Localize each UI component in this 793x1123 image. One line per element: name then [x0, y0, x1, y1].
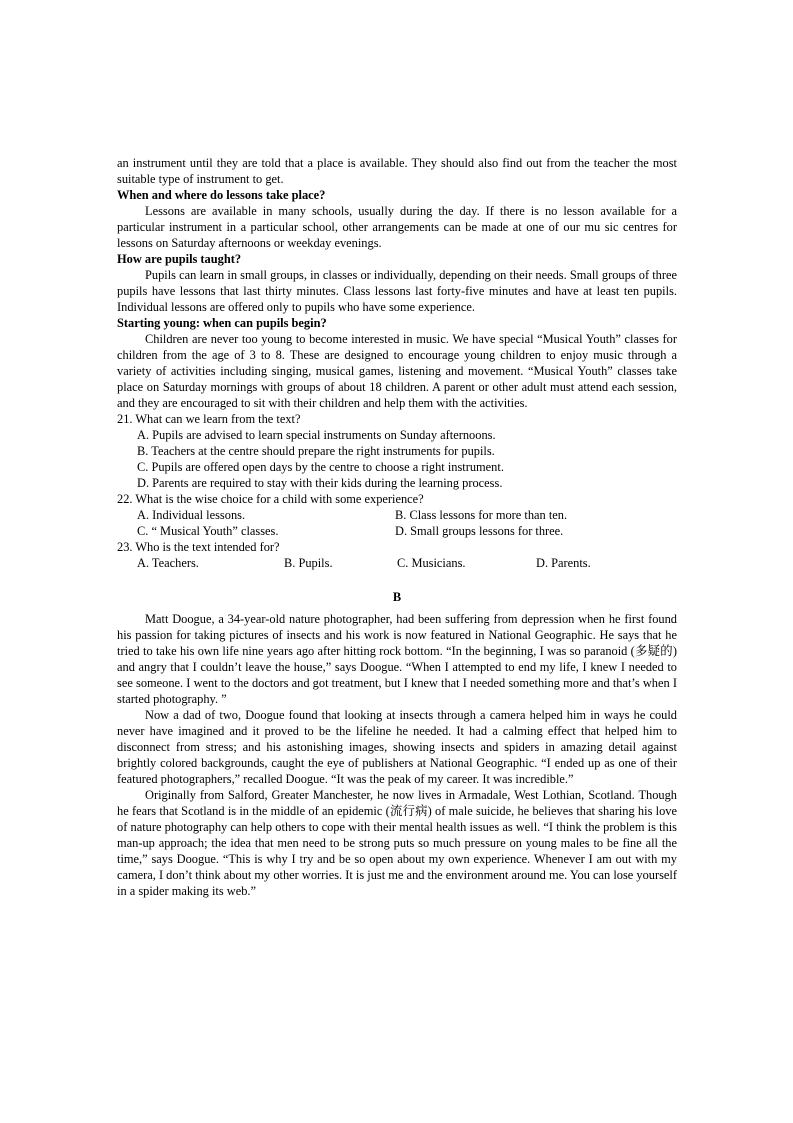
question-23-option-c: C. Musicians. — [397, 556, 466, 570]
question-22-option-c: C. “ Musical Youth” classes. — [137, 524, 279, 538]
question-21-option-d: D. Parents are required to stay with their kids during the learning process. — [137, 476, 503, 490]
question-23-option-d: D. Parents. — [536, 556, 591, 570]
question-22-row-1 — [117, 507, 677, 523]
intro-paragraph: an instrument until they are told that a place is available. They should also find out from the teacher the most suitable type of instrument to get. — [117, 156, 677, 186]
question-22-option-d: D. Small groups lessons for three. — [395, 524, 564, 538]
paragraph-when-where: Lessons are available in many schools, usually during the day. If there is no lesson available for a particular instrument in a particular school, other arrangements can be made at one of our mu sic centres for lessons on Saturday afternoons or weekday evenings. — [117, 204, 677, 250]
question-21-option-c: C. Pupils are offered open days by the centre to choose a right instrument. — [137, 460, 504, 474]
paragraph-starting-young: Children are never too young to become interested in music. We have special “Musical Youth” classes for children from the age of 3 to 8. These are designed to encourage young children to enjoy music through a variety of activities including singing, musical games, listening and movement. “Musical Youth” classes take place on Saturday mornings with groups of about 18 children. A parent or other adult must attend each session, and they are encouraged to sit with their children and help them with the activities. — [117, 332, 677, 410]
question-21 — [117, 411, 677, 491]
heading-when-where: When and where do lessons take place? — [117, 188, 326, 202]
heading-starting-young: Starting young: when can pupils begin? — [117, 316, 327, 330]
paragraph-b-1: Matt Doogue, a 34-year-old nature photographer, had been suffering from depression when he first found his passion for taking pictures of insects and his work is now featured in National Geographic. He says that he tried to take his own life nine years ago after hitting rock bottom. “In the beginning, I was so paranoid (多疑的) and angry that I couldn’t leave the house,” says Doogue. “When I attempted to end my life, I knew I needed to see someone. I went to the doctors and got treatment, but I knew that I needed something more and that’s when I started photography. ” — [117, 612, 677, 706]
document-page — [117, 155, 677, 899]
question-23-stem: 23. Who is the text intended for? — [117, 540, 280, 554]
question-22-stem: 22. What is the wise choice for a child with some experience? — [117, 492, 424, 506]
question-23-option-b: B. Pupils. — [284, 556, 333, 570]
question-23-row — [117, 555, 677, 571]
heading-how-taught: How are pupils taught? — [117, 252, 242, 266]
question-21-stem: 21. What can we learn from the text? — [117, 412, 301, 426]
paragraph-b-2: Now a dad of two, Doogue found that looking at insects through a camera helped him in ways he could never have imagined and it proved to be the lifeline he needed. It had a calming effect that helped him to disconnect from stress; and his astonishing images, showing insects and spiders in amazing detail against brightly colored backgrounds, caught the eye of publishers at National Geographic. “I ended up as one of their featured photographers,” recalled Doogue. “It was the peak of my career. It was incredible.” — [117, 708, 677, 786]
question-23-option-a: A. Teachers. — [137, 556, 199, 570]
question-22-row-2 — [117, 523, 677, 539]
paragraph-how-taught: Pupils can learn in small groups, in classes or individually, depending on their needs. Small groups of three pupils have lessons that last thirty minutes. Class lessons last forty-five minutes and have at least ten pupils. Individual lessons are offered only to pupils who have some experience. — [117, 268, 677, 314]
question-23 — [117, 539, 677, 571]
section-b-title: B — [392, 590, 402, 604]
question-22-option-b: B. Class lessons for more than ten. — [395, 508, 568, 522]
question-22-option-a: A. Individual lessons. — [137, 508, 246, 522]
question-22 — [117, 491, 677, 539]
paragraph-b-3: Originally from Salford, Greater Manchester, he now lives in Armadale, West Lothian, Scotland. Though he fears that Scotland is in the middle of an epidemic (流行病) of male suicide, he believes that sharing his love of nature photography can help others to cope with their mental health issues as well. “I think the problem is this man-up approach; the idea that men need to be strong puts so much pressure on young males to be fine all the time,” says Doogue. “This is why I try and be so open about my own experience. Whenever I am out with my camera, I don’t think about my other worries. It is just me and the environment around me. You can lose yourself in a spider making its web.” — [117, 788, 677, 898]
question-21-option-a: A. Pupils are advised to learn special instruments on Sunday afternoons. — [137, 428, 496, 442]
question-21-option-b: B. Teachers at the centre should prepare the right instruments for pupils. — [137, 444, 495, 458]
